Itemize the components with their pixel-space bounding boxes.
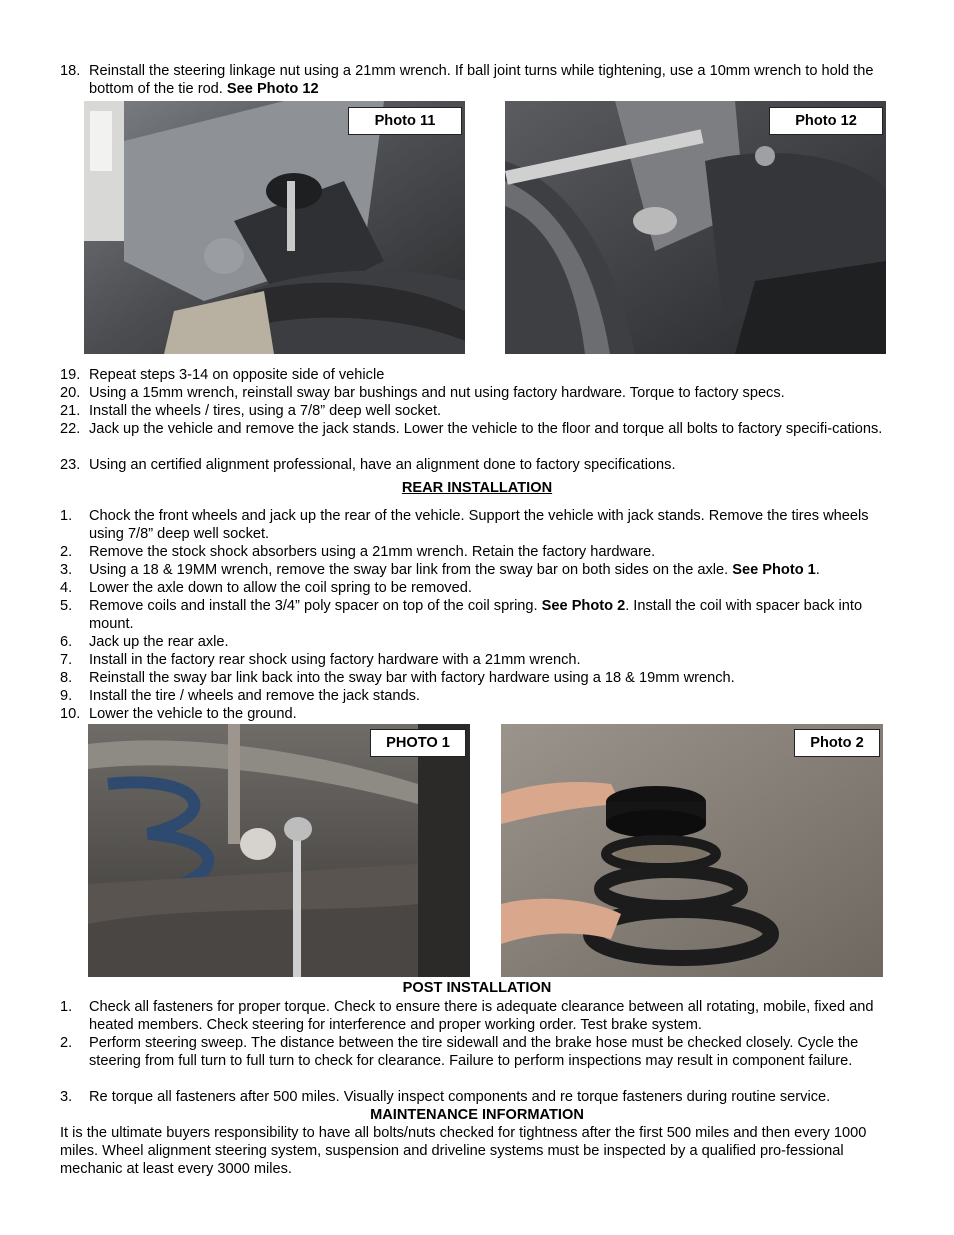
step-text: Reinstall the sway bar link back into the sway bar with factory hardware using a 18 & 19mm wrench. [89, 670, 735, 686]
step-text: Lower the vehicle to the ground. [89, 706, 297, 722]
step-text: Install the wheels / tires, using a 7/8” deep well socket. [89, 403, 442, 419]
step-number: 1. [60, 508, 73, 524]
step-number: 5. [60, 598, 73, 614]
step-text: Re torque all fasteners after 500 miles. Visually inspect components and re torque fasteners during routine service. [89, 1089, 831, 1105]
step-text: Install the tire / wheels and remove the jack stands. [89, 688, 420, 704]
photo-1-image [88, 724, 470, 977]
post-installation-heading: POST INSTALLATION [402, 980, 552, 996]
step-text: Remove the stock shock absorbers using a 21mm wrench. Retain the factory hardware. [89, 544, 656, 560]
step-text: Install in the factory rear shock using factory hardware with a 21mm wrench. [89, 652, 581, 668]
photo-label: Photo 2 [794, 729, 880, 757]
photo-2-image [501, 724, 883, 977]
step-text: Using a 15mm wrench, reinstall sway bar bushings and nut using factory hardware. Torque to factory specs. [89, 385, 785, 401]
step-number: 2. [60, 544, 73, 560]
step-text: Jack up the vehicle and remove the jack stands. Lower the vehicle to the floor and torque all bolts to factory specifi-cations. [89, 421, 883, 437]
step-text: Using an certified alignment professional, have an alignment done to factory specifications. [89, 457, 676, 473]
photo-reference: See Photo 2 [541, 598, 626, 614]
photo-12-image [505, 101, 886, 354]
step-number: 4. [60, 580, 73, 596]
photo-label: Photo 11 [348, 107, 462, 135]
photo-label: Photo 12 [769, 107, 883, 135]
step-number: 8. [60, 670, 73, 686]
step-number: 9. [60, 688, 73, 704]
step-text: Jack up the rear axle. [89, 634, 229, 650]
step-text: Remove coils and install the 3/4” poly spacer on top of the coil spring. See Photo 2. Install the coil with spacer back into mount. [89, 598, 863, 632]
photo-label: PHOTO 1 [370, 729, 466, 757]
step-text: Check all fasteners for proper torque. Check to ensure there is adequate clearance between all rotating, mobile, fixed and heated members. Check steering for interference and proper working order. Test brake system. [89, 999, 874, 1033]
step-number: 1. [60, 999, 73, 1015]
step-number: 18. [60, 63, 81, 79]
step-18 [60, 62, 890, 98]
step-text: Repeat steps 3-14 on opposite side of vehicle [89, 367, 385, 383]
step-number: 3. [60, 1089, 73, 1105]
photo-11-image [84, 101, 465, 354]
step-text: Using a 18 & 19MM wrench, remove the sway bar link from the sway bar on both sides on the axle. See Photo 1. [89, 562, 820, 578]
maintenance-heading: MAINTENANCE INFORMATION [370, 1107, 584, 1123]
step-text: Reinstall the steering linkage nut using a 21mm wrench. If ball joint turns while tightening, use a 10mm wrench to hold the bottom of the tie rod. See Photo 12 [89, 63, 874, 97]
step-number: 23. [60, 457, 81, 473]
step-number: 20. [60, 385, 81, 401]
step-text: Perform steering sweep. The distance between the tire sidewall and the brake hose must be checked closely. Cycle the steering from full turn to full turn to check for clearance. Failure to perform inspections may result in component failure. [89, 1035, 859, 1069]
photo-reference: See Photo 12 [226, 81, 319, 97]
step-number: 10. [60, 706, 81, 722]
photo-reference: See Photo 1 [732, 562, 816, 578]
step-number: 6. [60, 634, 73, 650]
step-number: 3. [60, 562, 73, 578]
step-number: 22. [60, 421, 81, 437]
step-number: 21. [60, 403, 81, 419]
step-number: 2. [60, 1035, 73, 1051]
rear-installation-heading: REAR INSTALLATION [401, 480, 553, 496]
step-text: Chock the front wheels and jack up the rear of the vehicle. Support the vehicle with jack stands. Remove the tires wheels using 7/8” deep well socket. [89, 508, 869, 542]
maintenance-text: It is the ultimate buyers responsibility to have all bolts/nuts checked for tightness after the first 500 miles and then every 1000 miles. Wheel alignment steering system, suspension and driveline systems must be inspected by a qualified pro-fessional mechanic at least every 3000 miles. [60, 1125, 867, 1177]
step-number: 7. [60, 652, 73, 668]
step-text: Lower the axle down to allow the coil spring to be removed. [89, 580, 472, 596]
step-number: 19. [60, 367, 81, 383]
